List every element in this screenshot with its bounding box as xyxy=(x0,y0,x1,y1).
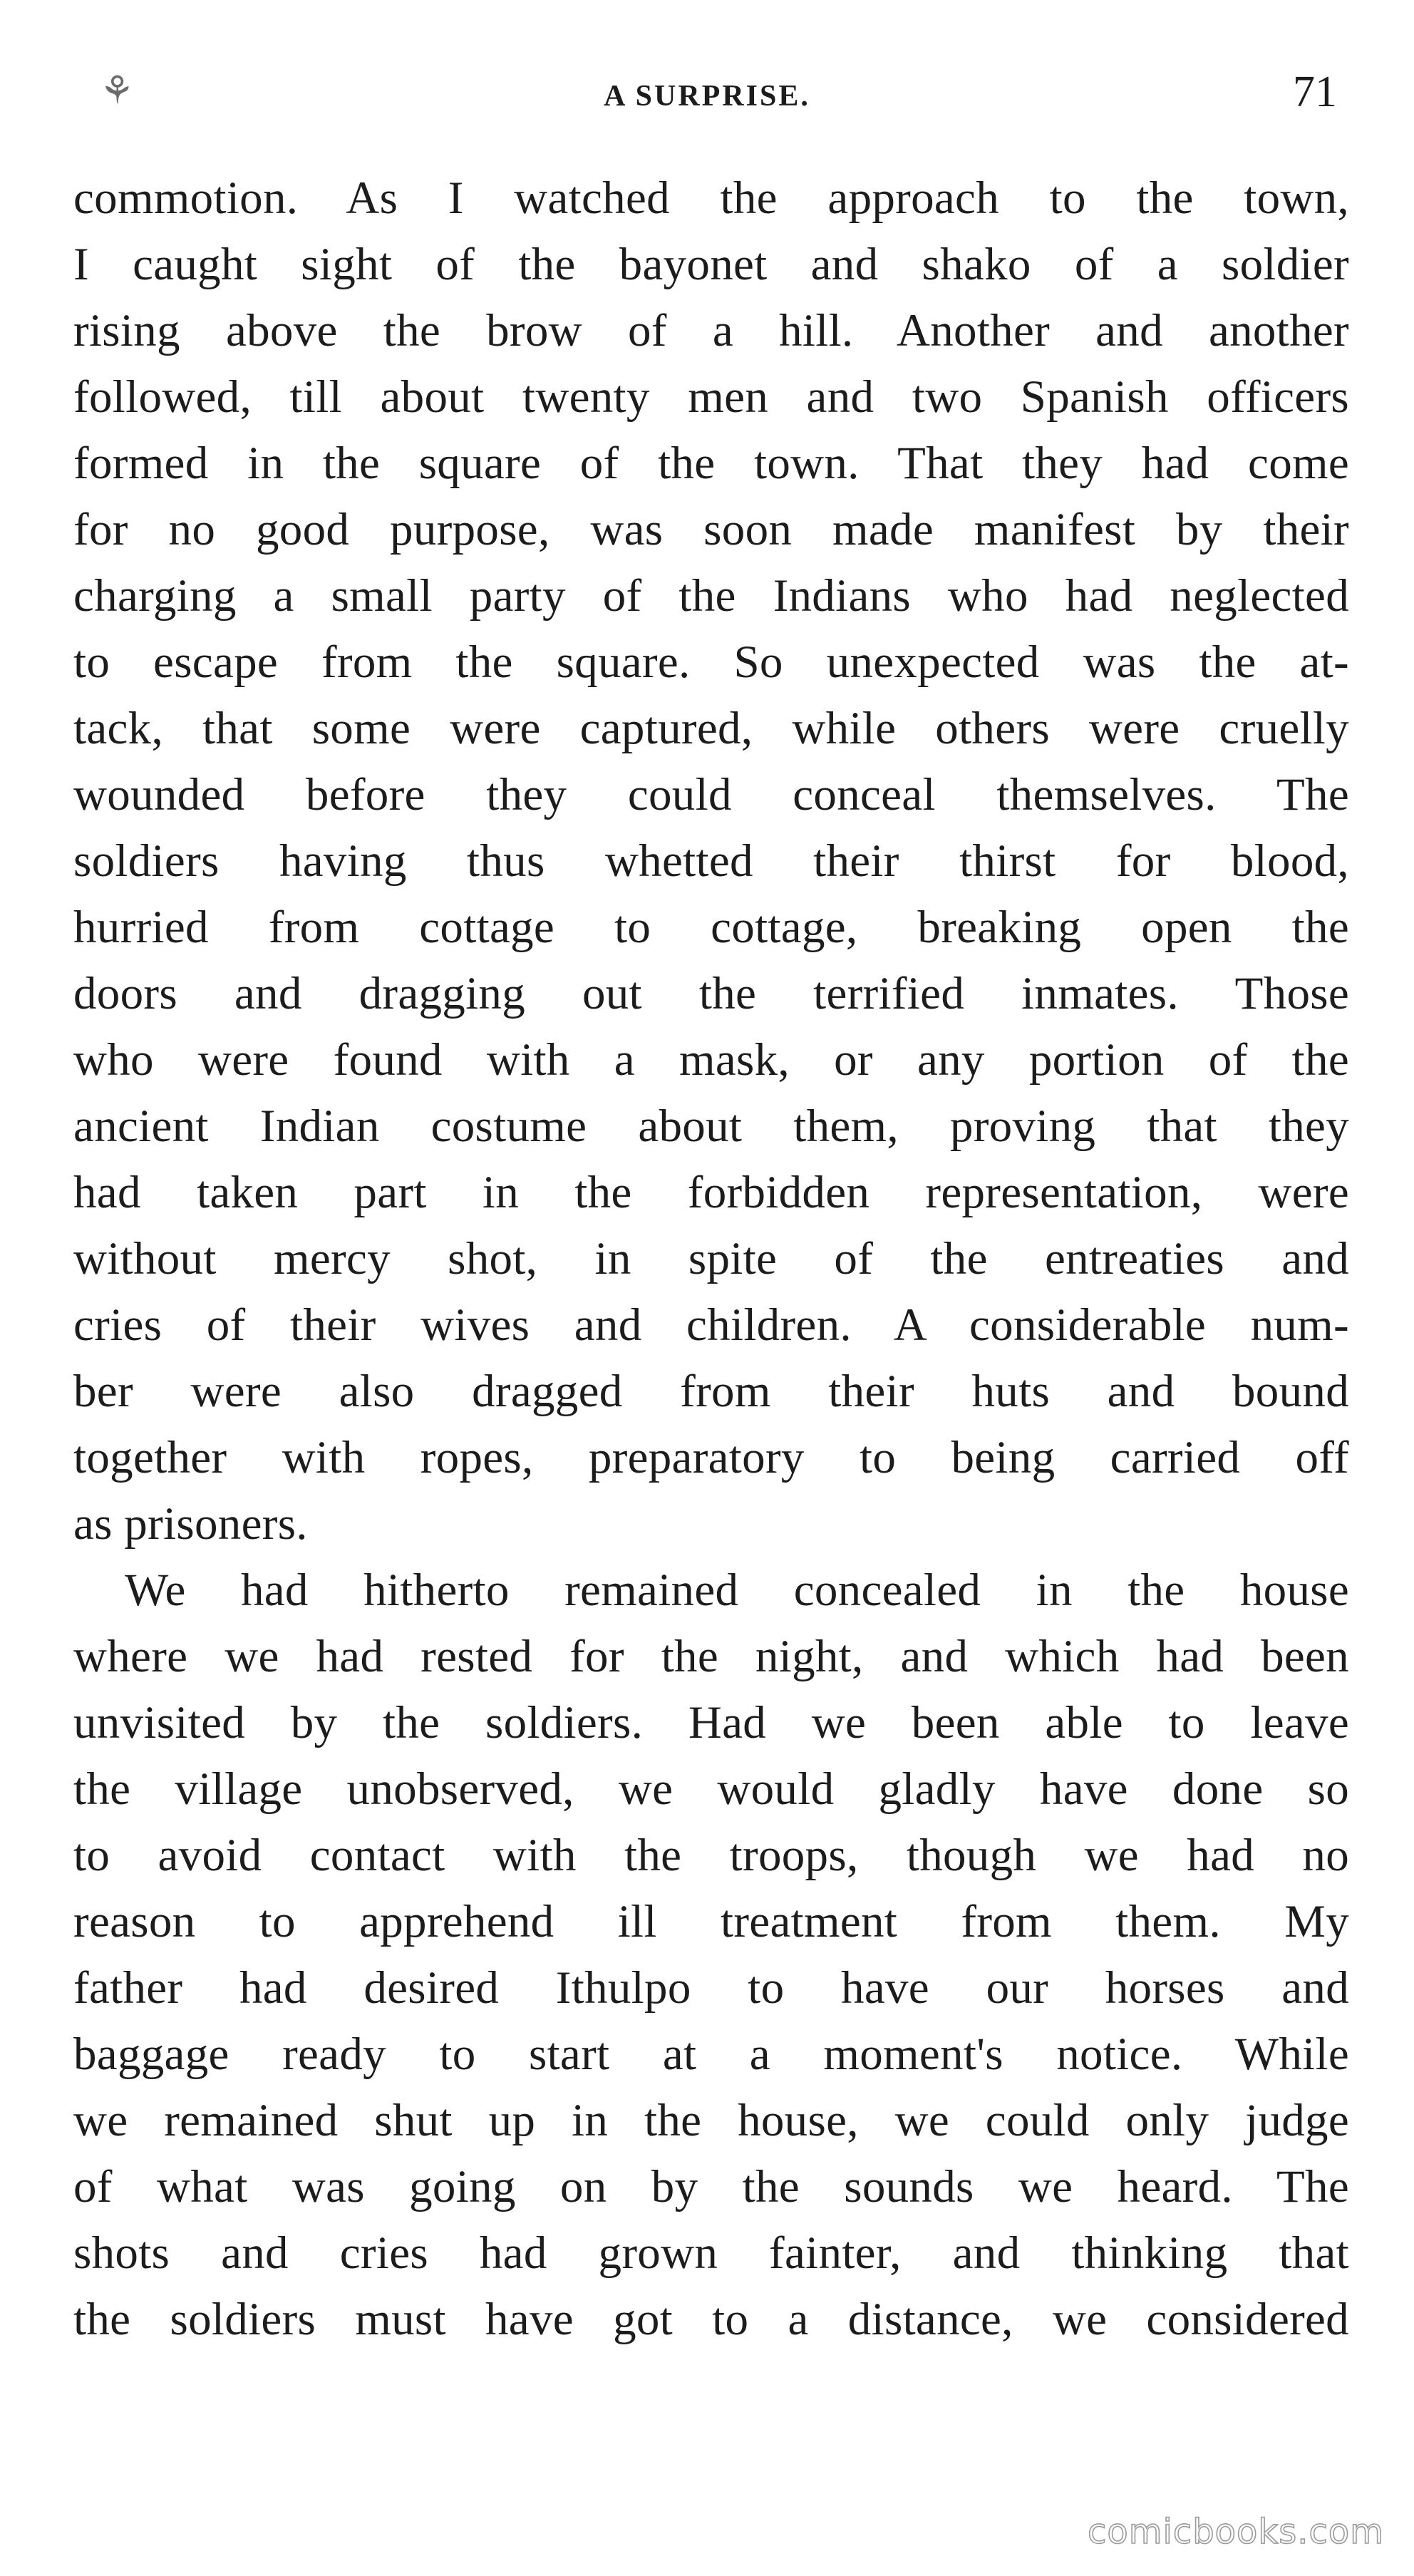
text-line: ancient Indian costume about them, proving that they xyxy=(73,1101,1349,1152)
watermark: comicbooks.com xyxy=(1087,2512,1384,2552)
paragraph-end-line: as prisoners. xyxy=(73,1498,308,1550)
text-line: charging a small party of the Indians who had neglected xyxy=(73,570,1349,622)
text-line: who were found with a mask, or any portion of the xyxy=(73,1034,1349,1086)
text-line: hurried from cottage to cottage, breaking open the xyxy=(73,902,1349,953)
text-line: followed, till about twenty men and two Spanish officers xyxy=(73,371,1349,423)
text-line: commotion. As I watched the approach to the town, xyxy=(73,172,1349,224)
page-header xyxy=(71,68,1343,133)
text-line: to escape from the square. So unexpected was the at- xyxy=(73,637,1349,688)
text-line: without mercy shot, in spite of the entreaties and xyxy=(73,1233,1349,1284)
text-line: together with ropes, preparatory to being carried off xyxy=(73,1432,1349,1483)
text-line: I caught sight of the bayonet and shako of a soldier xyxy=(73,239,1349,290)
text-line: the village unobserved, we would gladly have done so xyxy=(73,1763,1349,1815)
body-text xyxy=(73,165,1349,2353)
text-line: shots and cries had grown fainter, and thinking that xyxy=(73,2227,1349,2279)
paragraph-start-line: We had hitherto remained concealed in the house xyxy=(125,1565,1349,1616)
text-line: of what was going on by the sounds we heard. The xyxy=(73,2161,1349,2212)
text-line: rising above the brow of a hill. Another and another xyxy=(73,305,1349,356)
running-head: A SURPRISE. xyxy=(604,80,810,113)
text-line: wounded before they could conceal themselves. The xyxy=(73,769,1349,820)
text-line: soldiers having thus whetted their thirst for blood, xyxy=(73,835,1349,887)
text-line: we remained shut up in the house, we could only judge xyxy=(73,2095,1349,2146)
text-line: tack, that some were captured, while others were cruelly xyxy=(73,703,1349,754)
text-line: formed in the square of the town. That they had come xyxy=(73,438,1349,489)
text-line: where we had rested for the night, and which had been xyxy=(73,1631,1349,1682)
text-line: doors and dragging out the terrified inmates. Those xyxy=(73,968,1349,1019)
text-line: had taken part in the forbidden representation, were xyxy=(73,1167,1349,1218)
text-line: to avoid contact with the troops, though we had no xyxy=(73,1830,1349,1881)
flower-ornament-icon: ⚘ xyxy=(100,69,135,112)
text-line: cries of their wives and children. A considerable num- xyxy=(73,1299,1349,1351)
text-line: ber were also dragged from their huts and bound xyxy=(73,1366,1349,1417)
text-line: father had desired Ithulpo to have our horses and xyxy=(73,1962,1349,2014)
text-line: baggage ready to start at a moment's notice. While xyxy=(73,2029,1349,2080)
text-line: the soldiers must have got to a distance, we considered xyxy=(73,2294,1349,2345)
text-line: for no good purpose, was soon made manifest by their xyxy=(73,504,1349,555)
text-line: reason to apprehend ill treatment from them. My xyxy=(73,1896,1349,1947)
text-line: unvisited by the soldiers. Had we been able to leave xyxy=(73,1697,1349,1748)
page-number: 71 xyxy=(1293,68,1337,116)
